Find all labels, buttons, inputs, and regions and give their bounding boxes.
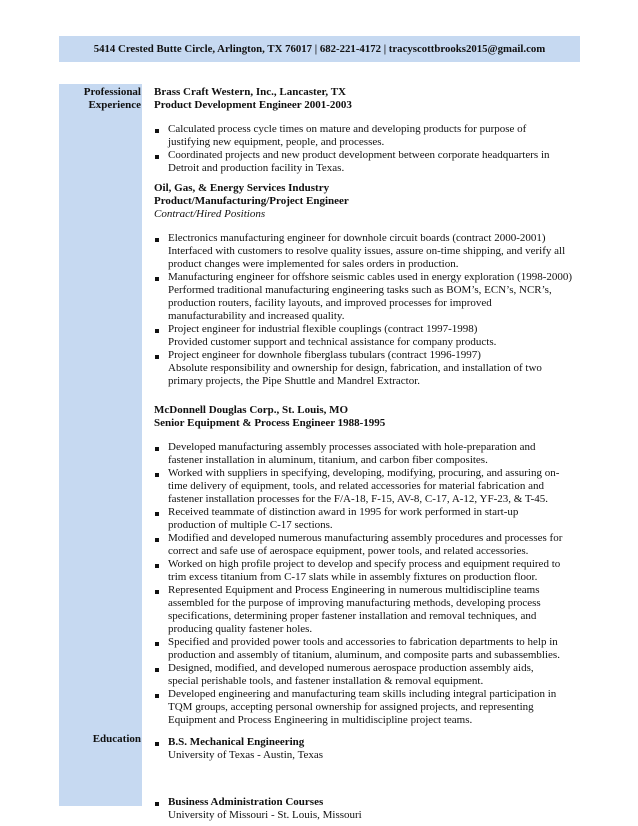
list-item: Designed, modified, and developed numerous aerospace production assembly aids, special perishable tools, and fastener installation & removal equipment.: [154, 662, 594, 688]
company-name: Oil, Gas, & Energy Services Industry: [154, 182, 330, 194]
company-name: McDonnell Douglas Corp., St. Louis, MO: [154, 404, 349, 416]
company-name: Brass Craft Western, Inc., Lancaster, TX: [154, 86, 346, 98]
list-item: Electronics manufacturing engineer for downhole circuit boards (contract 2000-2001) Interfaced with customers to resolve quality issues, assure on-time shipping, and verify all product changes were implemented for sales orders in production.: [154, 232, 594, 271]
job-bullets: [154, 232, 594, 388]
job-entry-mcdonnell-douglas: [154, 404, 594, 727]
list-item: Received teammate of distinction award in 1995 for work performed in start-up production of multiple C-17 sections.: [154, 506, 594, 532]
list-item: Worked on high profile project to develop and specify process and equipment required to trim excess titanium from C-17 slats while in assembly fixtures on production floor.: [154, 558, 594, 584]
education-section-label: Education: [92, 733, 141, 745]
list-item: Project engineer for industrial flexible couplings (contract 1997-1998) Provided customer support and technical assistance for company products.: [154, 323, 594, 349]
list-item: Represented Equipment and Process Engineering in numerous multidiscipline teams assembled for the purpose of improving manufacturing methods, developing process specifications, determining proper fastener installation and removal techniques, and producing quality fastener holes.: [154, 584, 594, 636]
list-item: Specified and provided power tools and accessories to fabrication departments to help in production and assembly of titanium, aluminum, and composite parts and subassemblies.: [154, 636, 594, 662]
contact-info: 5414 Crested Butte Circle, Arlington, TX 76017 | 682-221-4172 | tracyscottbrooks2015@gmail.com: [93, 43, 546, 55]
school: University of Missouri - St. Louis, Missouri: [168, 809, 362, 821]
job-title: Product Development Engineer 2001-2003: [154, 99, 352, 111]
list-item: Project engineer for downhole fiberglass tubulars (contract 1996-1997) Absolute responsibility and ownership for design, fabrication, and installation of two primary projects, the Pipe Shuttle and Mandrel Extractor.: [154, 349, 594, 388]
job-bullets: [154, 441, 594, 727]
section-sidebar: [59, 84, 142, 806]
job-bullets: [154, 123, 594, 175]
experience-section-label: Professional Experience: [83, 86, 141, 111]
job-entry-oil-gas: [154, 182, 594, 388]
position-note: Contract/Hired Positions: [154, 208, 266, 220]
job-title: Product/Manufacturing/Project Engineer: [154, 195, 349, 207]
list-item: Modified and developed numerous manufacturing assembly procedures and processes for correct and safe use of aerospace equipment, power tools, and related accessories.: [154, 532, 594, 558]
degree: Business Administration Courses: [168, 796, 324, 808]
list-item: Coordinated projects and new product development between corporate headquarters in Detroit and production facility in Texas.: [154, 149, 594, 175]
resume-content: [154, 84, 594, 821]
school: University of Texas - Austin, Texas: [168, 749, 324, 761]
contact-header: [59, 36, 580, 62]
list-item: Worked with suppliers in specifying, developing, modifying, procuring, and assuring on- time delivery of equipment, tools, and related accessories for material fabrication and fastener installation processes for the F/A-18, F-15, AV-8, C-17, A-12, YF-23, & T-45.: [154, 467, 594, 506]
degree: B.S. Mechanical Engineering: [168, 736, 305, 748]
list-item: Calculated process cycle times on mature and developing products for purpose of justifying new equipment, people, and processes.: [154, 123, 594, 149]
list-item: Developed manufacturing assembly processes associated with hole-preparation and fastener installation in aluminum, titanium, and carbon fiber composites.: [154, 441, 594, 467]
job-entry-brass-craft: [154, 86, 594, 175]
list-item: Developed engineering and manufacturing team skills including integral participation in TQM groups, accepting personal ownership for assigned projects, and representing Equipment and Process Engineering in multidiscipline project teams.: [154, 688, 594, 727]
education-item: [154, 796, 608, 822]
list-item: Manufacturing engineer for offshore seismic cables used in energy exploration (1998-2000) Performed traditional manufacturing engineering tasks such as BOM’s, ECN’s, NCR’s, production routers, facility layouts, and improved processes for improved manufacturability and increased quality.: [154, 271, 594, 323]
education-item: [154, 736, 608, 762]
job-title: Senior Equipment & Process Engineer 1988-1995: [154, 417, 386, 429]
